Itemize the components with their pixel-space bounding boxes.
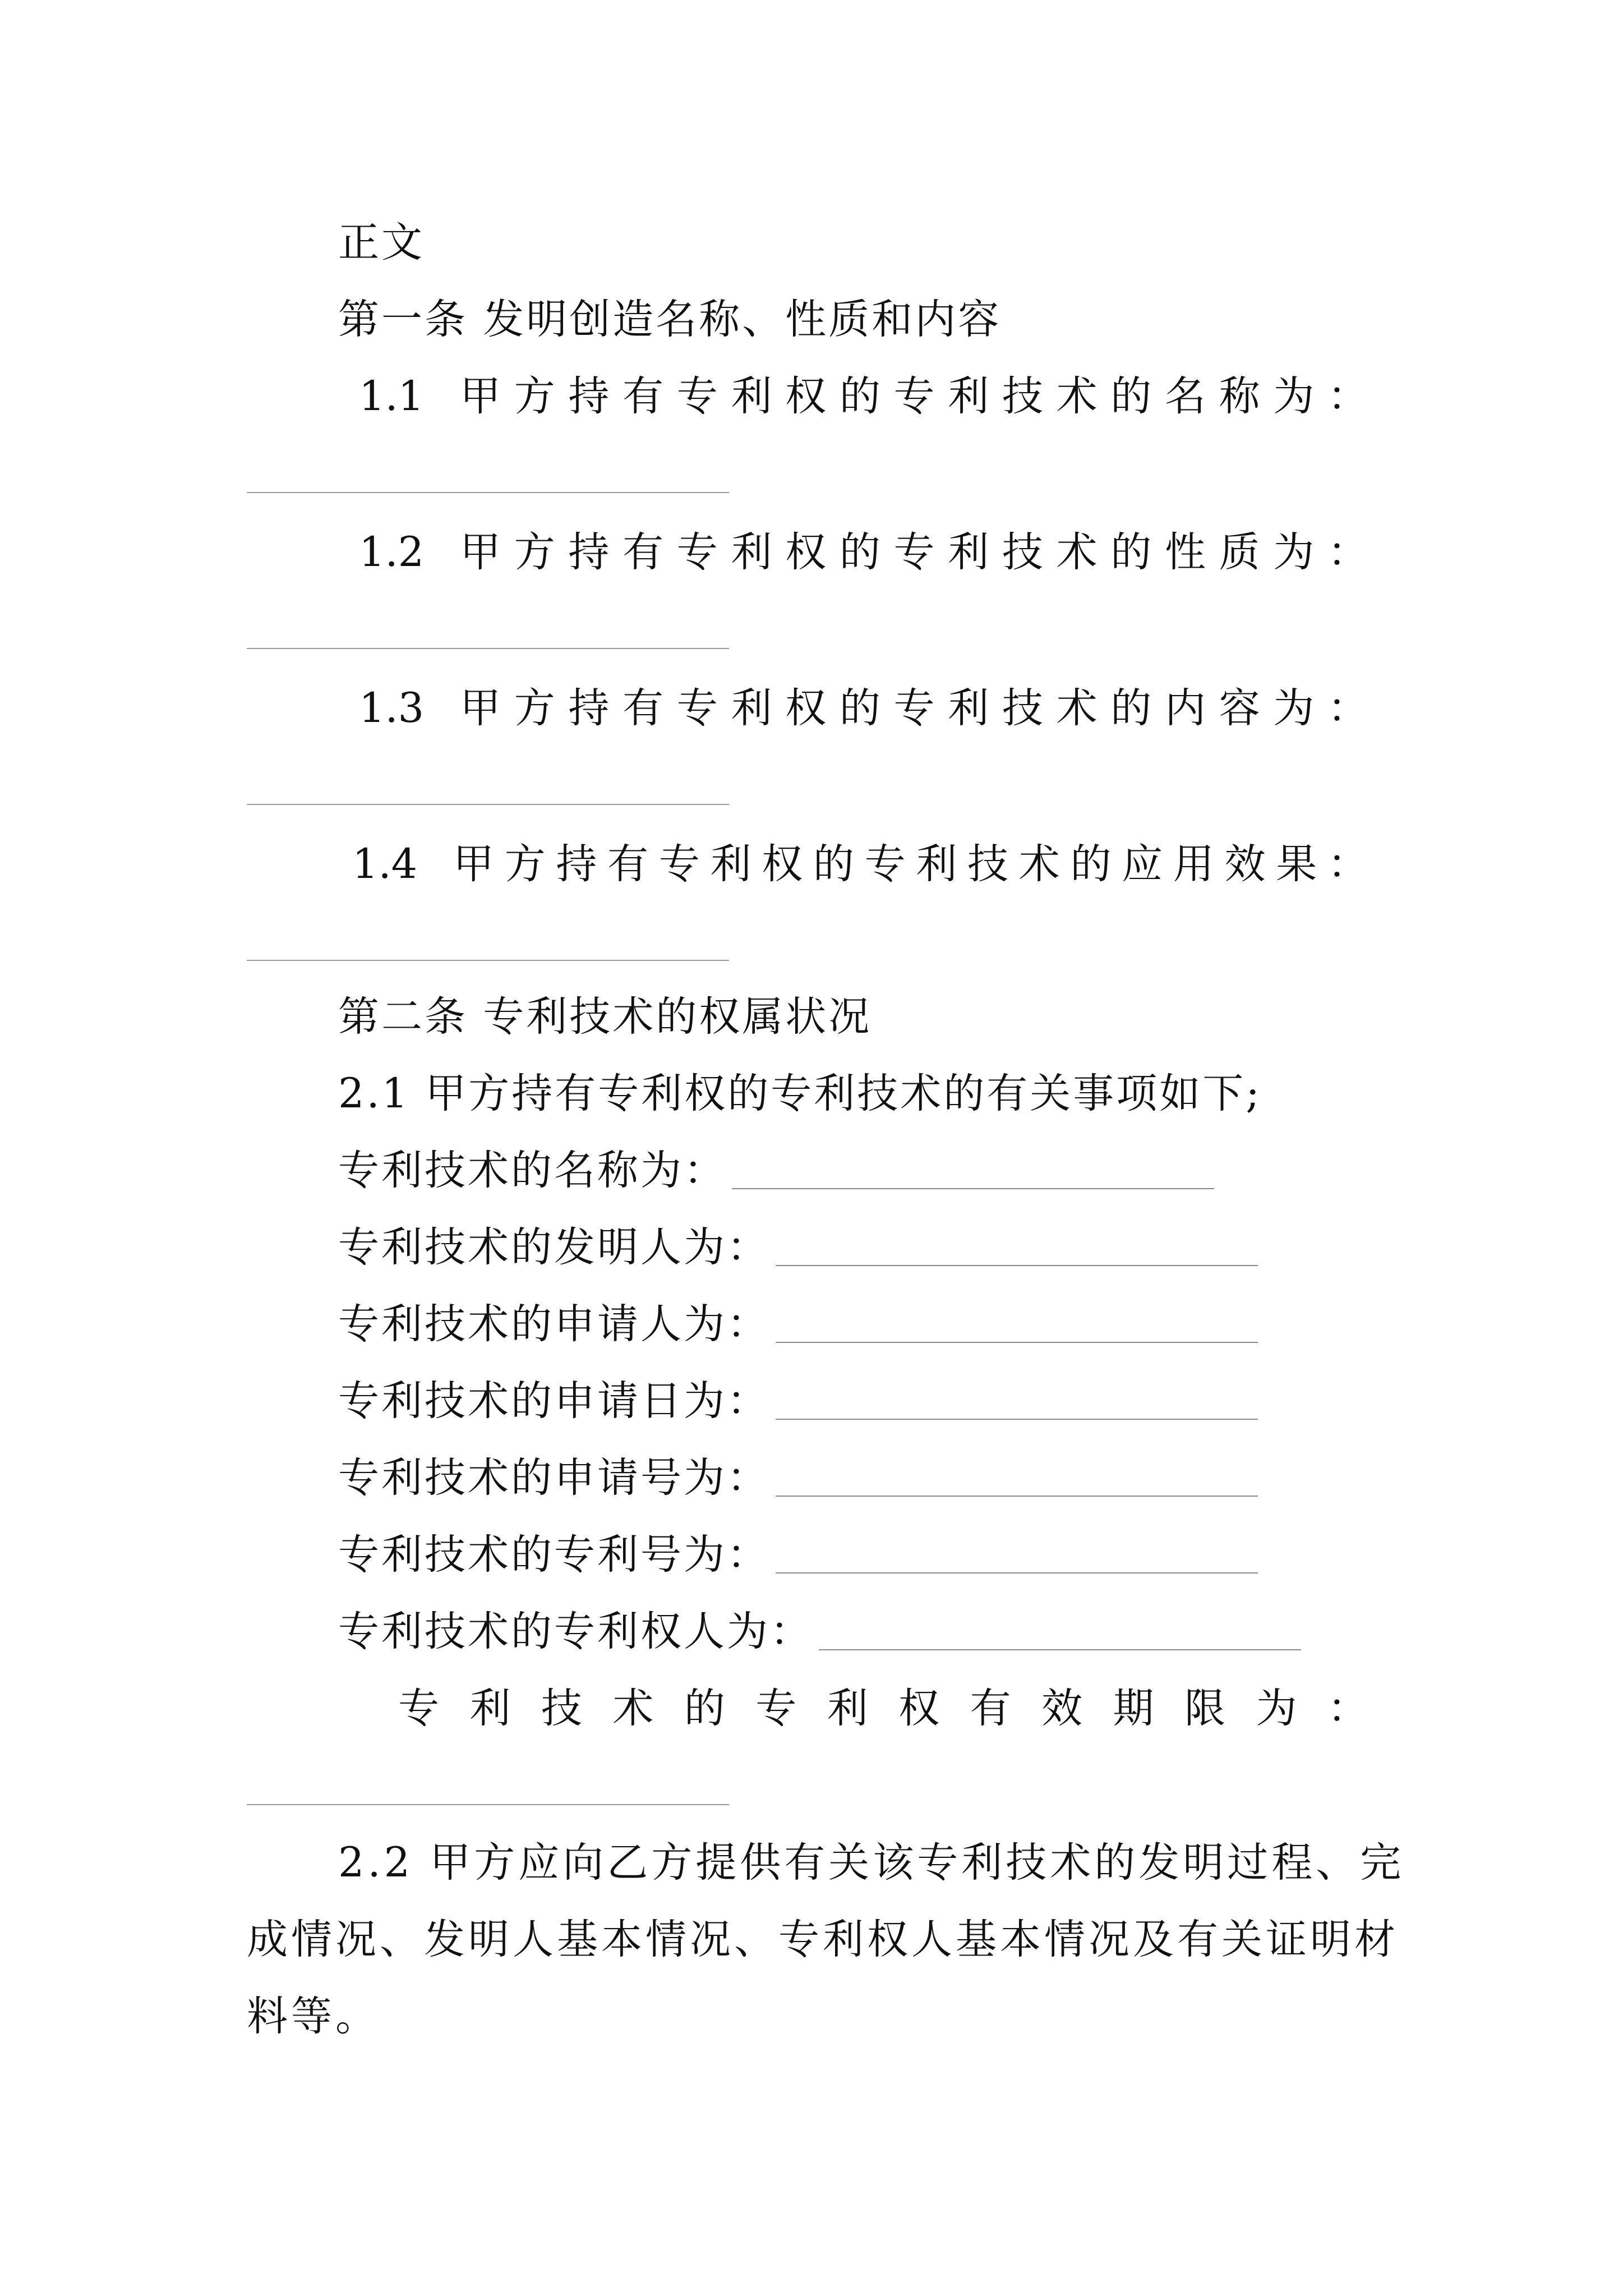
item-1-3 bbox=[359, 684, 1368, 732]
field-validity-period bbox=[398, 1685, 1368, 1732]
item-1-2 bbox=[359, 528, 1368, 576]
item-1-3-blank-line bbox=[247, 804, 729, 805]
item-1-1-number: 1.1 bbox=[359, 372, 425, 420]
field-application-number-blank bbox=[776, 1496, 1258, 1497]
item-2-2-line-2: 成情况、发明人基本情况、专利权人基本情况及有关证明材 bbox=[247, 1916, 1399, 1963]
field-patent-name-label: 专利技术的名称为： bbox=[338, 1147, 727, 1194]
field-application-number-label: 专利技术的申请号为： bbox=[338, 1454, 770, 1502]
item-1-4-blank-line bbox=[247, 960, 729, 961]
item-1-1-text: 甲 方 持 有 专 利 权 的 专 利 技 术 的 名 称 为 ： bbox=[460, 372, 1368, 420]
field-validity-period-label: 专 利 技 术 的 专 利 权 有 效 期 限 为 ： bbox=[398, 1685, 1368, 1732]
item-1-4-text: 甲 方 持 有 专 利 权 的 专 利 技 术 的 应 用 效 果 ： bbox=[453, 840, 1368, 888]
item-1-1 bbox=[359, 372, 1368, 420]
item-2-2-line-1: 2.2 甲方应向乙方提供有关该专利技术的发明过程、完 bbox=[338, 1839, 1405, 1887]
field-filing-date-label: 专利技术的申请日为： bbox=[338, 1377, 770, 1425]
field-patent-number-label: 专利技术的专利号为： bbox=[338, 1531, 770, 1579]
item-1-2-number: 1.2 bbox=[359, 528, 425, 576]
item-1-4 bbox=[352, 840, 1368, 888]
field-patent-number-blank bbox=[776, 1572, 1258, 1573]
field-inventor-label: 专利技术的发明人为： bbox=[338, 1223, 770, 1271]
item-1-3-text: 甲 方 持 有 专 利 权 的 专 利 技 术 的 内 容 为 ： bbox=[460, 684, 1368, 732]
article-2-title: 第二条 专利技术的权属状况 bbox=[338, 993, 872, 1041]
item-1-1-blank-line bbox=[247, 492, 729, 493]
field-patentee-label: 专利技术的专利权人为： bbox=[338, 1608, 813, 1655]
item-2-2-line-3: 料等。 bbox=[247, 1993, 380, 2040]
field-patentee-blank bbox=[819, 1649, 1301, 1650]
field-applicant-blank bbox=[776, 1342, 1258, 1343]
field-validity-period-blank bbox=[247, 1804, 729, 1805]
field-applicant-label: 专利技术的申请人为： bbox=[338, 1300, 770, 1348]
section-heading: 正文 bbox=[338, 219, 425, 266]
item-1-2-blank-line bbox=[247, 648, 729, 649]
article-1-title: 第一条 发明创造名称、性质和内容 bbox=[338, 296, 1002, 343]
item-1-3-number: 1.3 bbox=[359, 684, 425, 732]
item-1-2-text: 甲 方 持 有 专 利 权 的 专 利 技 术 的 性 质 为 ： bbox=[460, 528, 1368, 576]
item-1-4-number: 1.4 bbox=[352, 840, 418, 888]
field-inventor-blank bbox=[776, 1265, 1258, 1266]
field-patent-name-blank bbox=[732, 1188, 1214, 1189]
item-2-1: 2.1 甲方持有专利权的专利技术的有关事项如下; bbox=[338, 1070, 1262, 1117]
field-filing-date-blank bbox=[776, 1419, 1258, 1420]
